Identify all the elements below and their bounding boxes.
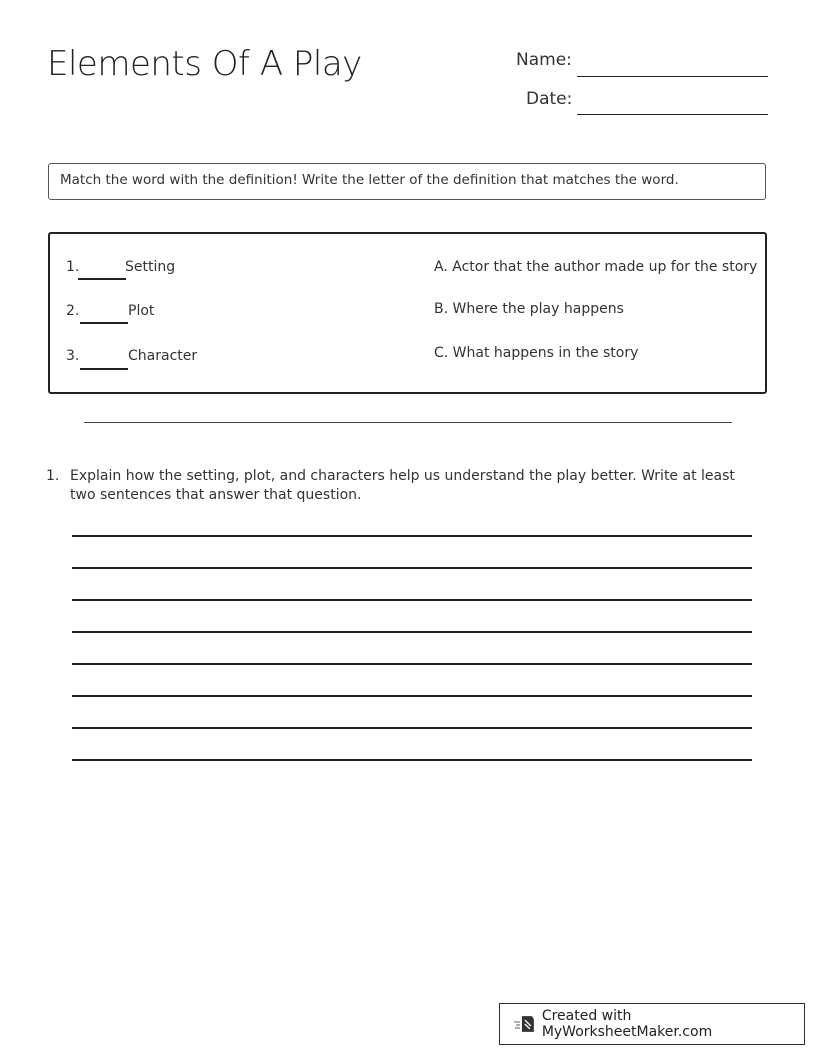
word-setting: Setting [125, 259, 176, 275]
date-label: Date: [526, 89, 573, 109]
writing-line[interactable] [72, 599, 752, 601]
writing-line[interactable] [72, 727, 752, 729]
writing-line[interactable] [72, 759, 752, 761]
matching-box [48, 232, 767, 394]
question-text: Explain how the setting, plot, and characters help us understand the play better. Write at least two sentences that answer that question. [70, 468, 735, 503]
word-number: 3. [66, 348, 80, 364]
footer-badge [499, 1003, 805, 1045]
answer-blank[interactable] [80, 368, 128, 370]
question [46, 467, 756, 505]
word-number: 1. [66, 259, 80, 275]
date-field[interactable] [577, 114, 768, 115]
writing-line[interactable] [72, 663, 752, 665]
name-field[interactable] [577, 76, 768, 77]
worksheet-logo-icon [514, 1014, 536, 1034]
divider [84, 422, 732, 423]
footer-text: Created with MyWorksheetMaker.com [541, 1008, 713, 1040]
question-number: 1. [46, 468, 60, 484]
worksheet-title: Elements Of A Play [47, 44, 362, 84]
name-label: Name: [516, 50, 572, 70]
writing-line[interactable] [72, 695, 752, 697]
instructions-box: Match the word with the definition! Write the letter of the definition that matches the word. [48, 163, 766, 200]
writing-line[interactable] [72, 631, 752, 633]
word-plot: Plot [128, 303, 155, 319]
definition-a: A. Actor that the author made up for the story [434, 259, 758, 275]
answer-blank[interactable] [78, 278, 126, 280]
definition-c: C. What happens in the story [434, 345, 639, 361]
definition-b: B. Where the play happens [434, 301, 624, 317]
word-character: Character [128, 348, 198, 364]
writing-line[interactable] [72, 535, 752, 537]
word-number: 2. [66, 303, 80, 319]
answer-blank[interactable] [80, 322, 128, 324]
writing-line[interactable] [72, 567, 752, 569]
